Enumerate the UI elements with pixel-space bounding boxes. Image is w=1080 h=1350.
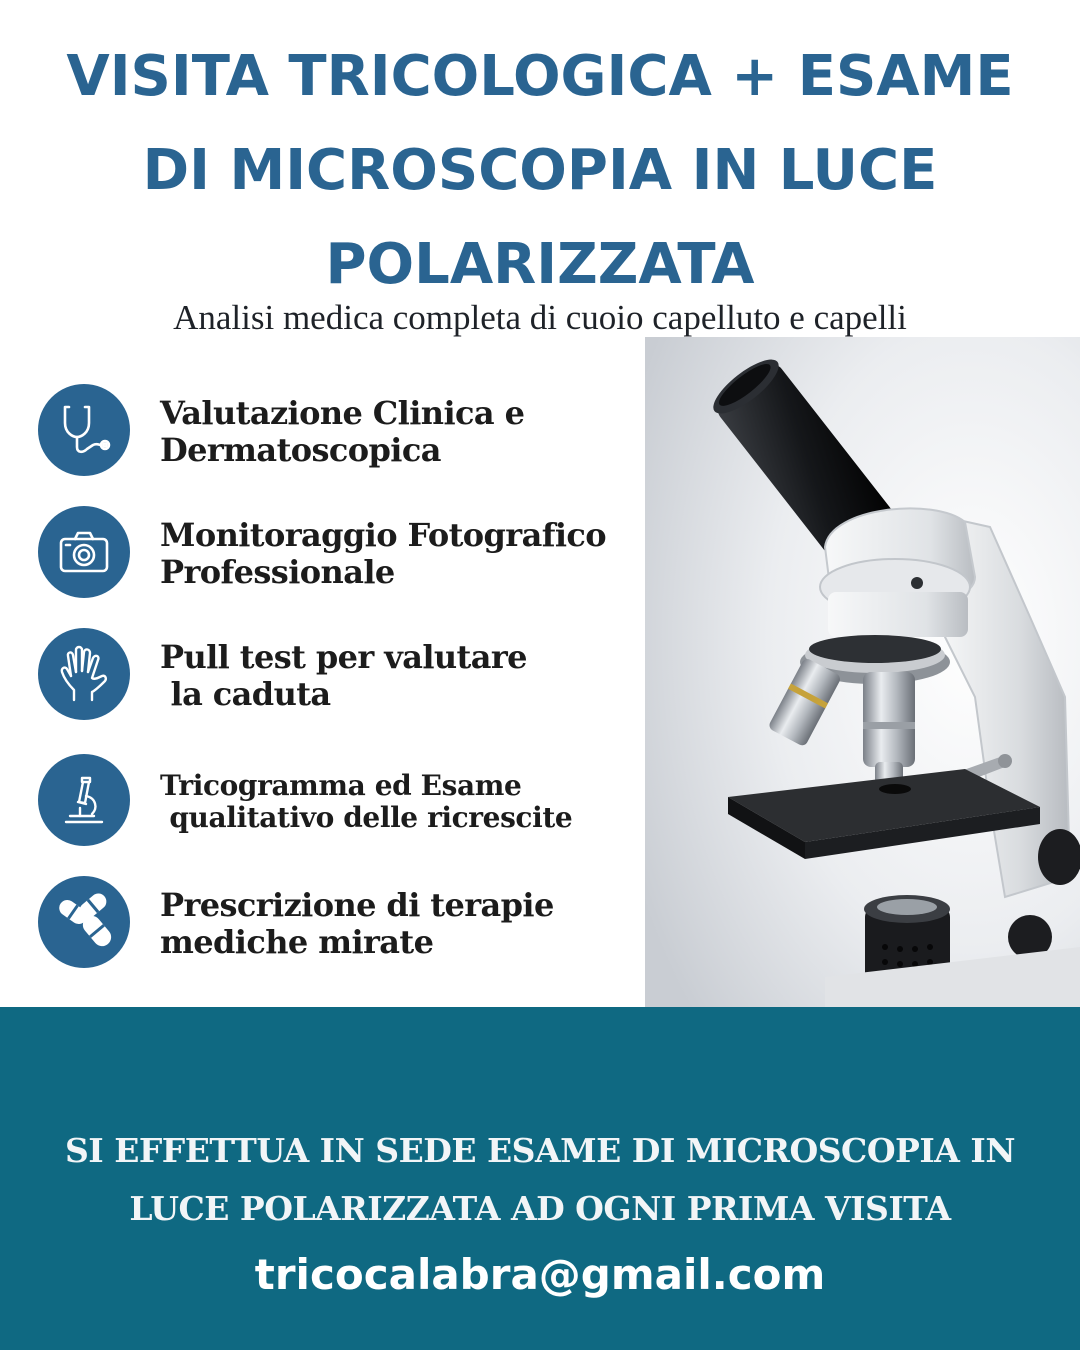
- page-title: [0, 30, 1080, 312]
- subtitle: Analisi medica completa di cuoio capelluto e capelli: [173, 298, 907, 337]
- feature-item: [38, 628, 638, 724]
- footer: [0, 1007, 1080, 1350]
- microscope-icon: [38, 754, 130, 846]
- feature-item: [38, 876, 638, 972]
- feature-text: Tricogramma ed Esame qualitativo delle ricrescite: [160, 769, 573, 834]
- feature-text: Prescrizione di terapie mediche mirate: [160, 886, 554, 961]
- camera-icon: [38, 506, 130, 598]
- feature-item: [38, 754, 638, 850]
- stethoscope-icon: [38, 384, 130, 476]
- feature-text: Pull test per valutare la caduta: [160, 638, 527, 713]
- pills-icon: [38, 876, 130, 968]
- feature-item: [38, 506, 638, 602]
- title-line-3: POLARIZZATA: [325, 232, 755, 297]
- microscope-photo: [645, 337, 1080, 1007]
- title-line-2: DI MICROSCOPIA IN LUCE: [142, 138, 938, 203]
- feature-item: [38, 384, 638, 480]
- title-line-1: VISITA TRICOLOGICA + ESAME: [66, 44, 1014, 109]
- footer-note: [0, 1122, 1080, 1238]
- footer-note-line-2: LUCE POLARIZZATA AD OGNI PRIMA VISITA: [129, 1189, 951, 1228]
- feature-text: Monitoraggio Fotografico Professionale: [160, 516, 607, 591]
- email-contact[interactable]: tricocalabra@gmail.com: [254, 1250, 826, 1299]
- feature-text: Valutazione Clinica e Dermatoscopica: [160, 394, 525, 469]
- footer-note-line-1: SI EFFETTUA IN SEDE ESAME DI MICROSCOPIA IN: [64, 1131, 1016, 1170]
- hand-icon: [38, 628, 130, 720]
